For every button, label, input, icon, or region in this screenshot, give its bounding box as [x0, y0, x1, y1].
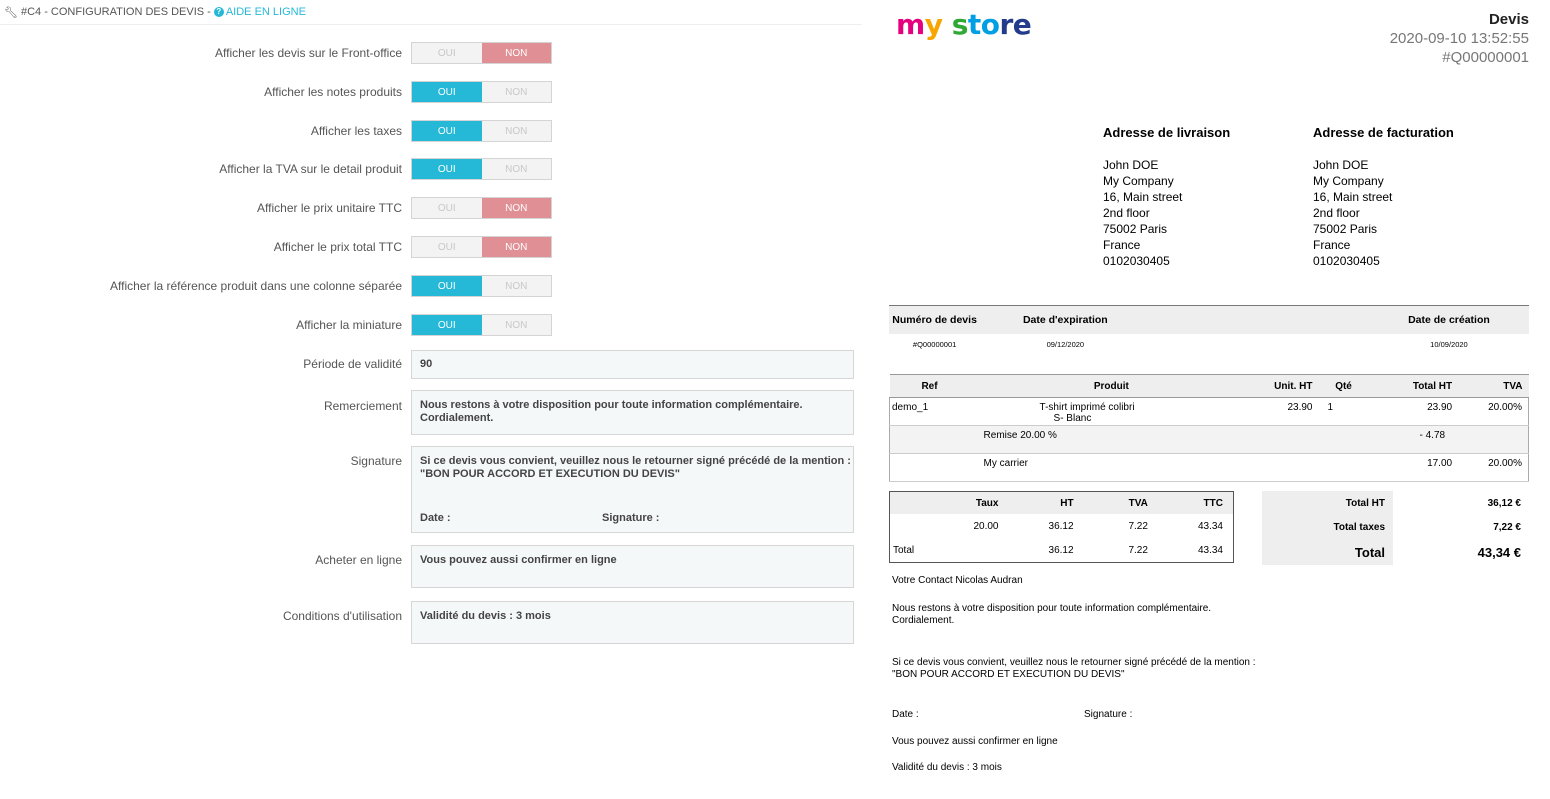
field-label: Période de validité [303, 357, 402, 371]
table-row [890, 514, 1234, 538]
total-ht-value: 36,12 € [1393, 491, 1529, 515]
address-line: John DOE [1103, 158, 1159, 172]
field-label: Afficher la miniature [296, 318, 402, 332]
row-online [0, 545, 862, 588]
field-label: Afficher la référence produit dans une colonne séparée [110, 279, 402, 293]
thanks-textarea[interactable] [411, 390, 854, 435]
switch-no[interactable]: NON [482, 43, 552, 63]
field-label: Afficher les devis sur le Front-office [215, 46, 402, 60]
item-tva: 20.00% [1453, 398, 1528, 426]
address-line: 2nd floor [1103, 206, 1150, 220]
product-notes-switch[interactable] [411, 81, 552, 103]
wrench-icon: 🔧︎ [4, 6, 18, 19]
info-header: Date de création [1369, 306, 1529, 335]
thumbnail-switch[interactable] [411, 314, 552, 336]
row-front-office [0, 42, 862, 64]
quote-heading [1390, 10, 1529, 67]
switch-yes[interactable]: OUI [412, 159, 482, 179]
tax-header: TVA [1084, 492, 1158, 515]
signature-fields [420, 512, 845, 525]
tax-header: TTC [1158, 492, 1234, 515]
online-textarea[interactable]: Vous pouvez aussi confirmer en ligne [411, 545, 854, 588]
field-label: Afficher la TVA sur le detail produit [219, 162, 402, 176]
total-value: 43,34 € [1393, 539, 1529, 565]
row-signature [0, 446, 862, 533]
tax-ttc: 43.34 [1197, 520, 1223, 532]
billing-heading: Adresse de facturation [1313, 125, 1454, 140]
address-line: France [1103, 238, 1141, 252]
field-label: Conditions d'utilisation [282, 609, 402, 623]
table-row [890, 538, 1234, 563]
field-label: Afficher le prix total TTC [273, 240, 402, 254]
info-header: Numéro de devis [889, 306, 980, 335]
item-product [970, 398, 1254, 426]
product-name: T-shirt imprimé colibri [1039, 402, 1135, 413]
address-line: 75002 Paris [1103, 222, 1168, 236]
table-row [890, 426, 1529, 454]
row-thumbnail [0, 314, 862, 336]
contact-text: Votre Contact Nicolas Audran [892, 575, 1023, 586]
switch-yes[interactable]: OUI [437, 241, 456, 253]
thanks-line: Cordialement. [892, 615, 955, 626]
row-tva-detail [0, 158, 862, 180]
quote-info-table [889, 305, 1529, 354]
info-value: 10/09/2020 [1430, 339, 1468, 349]
signature-sign-label: Signature : [602, 512, 660, 524]
field-label: Signature [350, 454, 402, 468]
field-label: Remerciement [323, 399, 402, 413]
address-line: 0102030405 [1103, 254, 1170, 268]
total-taxes-value: 7,22 € [1393, 515, 1529, 539]
row-total-price-ttc [0, 236, 862, 258]
carrier-label: My carrier [970, 454, 1254, 482]
online-help-label: AIDE EN LIGNE [225, 6, 306, 18]
switch-yes[interactable]: OUI [412, 121, 482, 141]
col-header: TVA [1453, 375, 1528, 398]
switch-no[interactable]: NON [505, 280, 528, 292]
table-row [890, 398, 1529, 426]
shipping-heading: Adresse de livraison [1103, 125, 1231, 140]
header-divider [0, 24, 862, 25]
switch-no[interactable]: NON [505, 163, 528, 175]
thanks-line: Nous restons à votre disposition pour toute information complémentaire. [892, 603, 1212, 614]
taxes-switch[interactable] [411, 120, 552, 142]
row-reference-column [0, 275, 862, 297]
switch-no[interactable]: NON [505, 319, 528, 331]
carrier-total: 17.00 [1374, 454, 1454, 482]
discount-label: Remise 20.00 % [970, 426, 1254, 454]
switch-no[interactable]: NON [505, 125, 528, 137]
switch-yes[interactable]: OUI [412, 276, 482, 296]
signature-line: Si ce devis vous convient, veuillez nous le retourner signé précédé de la mention : [420, 455, 851, 467]
online-help-link[interactable] [214, 6, 306, 18]
table-row [890, 454, 1529, 482]
tax-table [889, 491, 1234, 563]
shipping-address [1103, 125, 1230, 269]
address-line: My Company [1103, 174, 1174, 188]
address-line: 75002 Paris [1313, 222, 1378, 236]
address-line: My Company [1313, 174, 1384, 188]
col-header: Produit [970, 375, 1254, 398]
front-office-switch[interactable] [411, 42, 552, 64]
switch-no[interactable]: NON [505, 86, 528, 98]
row-taxes [0, 120, 862, 142]
discount-total: - 4.78 [1374, 426, 1454, 454]
col-header: Total HT [1374, 375, 1454, 398]
thanks-text [892, 603, 1211, 627]
row-product-notes [0, 81, 862, 103]
signature-line: "BON POUR ACCORD ET EXECUTION DU DEVIS" [892, 669, 1125, 680]
carrier-tva: 20.00% [1453, 454, 1528, 482]
signature-line: Si ce devis vous convient, veuillez nous le retourner signé précédé de la mention : [892, 657, 1256, 668]
address-line: 16, Main street [1103, 190, 1183, 204]
tax-header: Taux [890, 492, 1009, 515]
item-unit: 23.90 [1253, 398, 1313, 426]
panel-header [4, 4, 862, 20]
tax-total-tva: 7.22 [1128, 544, 1148, 556]
reference-column-switch[interactable] [411, 275, 552, 297]
item-total: 23.90 [1374, 398, 1454, 426]
tax-total-ht: 36.12 [1048, 544, 1074, 556]
tax-rate: 20.00 [973, 520, 999, 532]
terms-textarea[interactable]: Validité du devis : 3 mois [411, 601, 854, 644]
col-header: Qté [1314, 375, 1374, 398]
row-terms [0, 601, 862, 644]
item-ref: demo_1 [890, 398, 970, 426]
signature-textarea[interactable] [411, 446, 854, 533]
address-line: John DOE [1313, 158, 1369, 172]
totals-table [1262, 491, 1529, 565]
thanks-line: Nous restons à votre disposition pour toute information complémentaire. [420, 399, 803, 411]
panel-title: #C4 - CONFIGURATION DES DEVIS - [20, 6, 211, 18]
date-label: Date : [892, 709, 919, 720]
quote-pdf-preview [862, 0, 1550, 799]
product-variant: S- Blanc [1053, 413, 1092, 424]
info-header: Date d'expiration [980, 306, 1150, 335]
unit-price-ttc-switch[interactable] [411, 197, 552, 219]
validity-text: Validité du devis : 3 mois [892, 762, 1002, 773]
tax-ht: 36.12 [1048, 520, 1074, 532]
quote-title: Devis [1488, 11, 1529, 28]
tva-detail-switch[interactable] [411, 158, 552, 180]
col-header: Unit. HT [1253, 375, 1313, 398]
row-thanks [0, 390, 862, 435]
tax-header: HT [1008, 492, 1083, 515]
signature-line: "BON POUR ACCORD ET EXECUTION DU DEVIS" [420, 468, 680, 480]
field-label: Afficher les taxes [310, 124, 402, 138]
total-taxes-label: Total taxes [1262, 515, 1393, 539]
thanks-line: Cordialement. [420, 412, 494, 424]
billing-address [1313, 125, 1454, 269]
row-unit-price-ttc [0, 197, 862, 219]
total-price-ttc-switch[interactable] [411, 236, 552, 258]
info-value: #Q00000001 [912, 339, 957, 349]
signature-date-label: Date : [420, 512, 451, 524]
tax-tva: 7.22 [1128, 520, 1148, 532]
store-logo: my store [896, 8, 1032, 41]
items-table [889, 374, 1529, 482]
item-qty: 1 [1314, 398, 1374, 426]
field-label: Acheter en ligne [315, 553, 402, 567]
signature-text [892, 657, 1256, 681]
total-ht-label: Total HT [1262, 491, 1393, 515]
field-label: Afficher le prix unitaire TTC [257, 201, 402, 215]
switch-no[interactable]: NON [482, 198, 552, 218]
field-label: Afficher les notes produits [264, 85, 402, 99]
row-validity [0, 350, 862, 379]
quote-datetime: 2020-09-10 13:52:55 [1389, 30, 1529, 47]
total-label: Total [1262, 539, 1393, 565]
switch-no[interactable]: NON [482, 237, 552, 257]
switch-yes[interactable]: OUI [437, 47, 456, 59]
address-line: 2nd floor [1313, 206, 1360, 220]
tax-total-ttc: 43.34 [1197, 544, 1223, 556]
quote-number: #Q00000001 [1442, 49, 1529, 66]
switch-yes[interactable]: OUI [412, 315, 482, 335]
signature-label: Signature : [1084, 709, 1133, 720]
online-text: Vous pouvez aussi confirmer en ligne [892, 736, 1058, 747]
info-value: 09/12/2020 [1046, 339, 1085, 349]
switch-yes[interactable]: OUI [437, 202, 456, 214]
address-line: France [1313, 238, 1351, 252]
validity-input[interactable]: 90 [411, 350, 854, 379]
switch-yes[interactable]: OUI [412, 82, 482, 102]
address-line: 16, Main street [1313, 190, 1393, 204]
col-header: Ref [890, 375, 970, 398]
address-line: 0102030405 [1313, 254, 1380, 268]
help-icon: ? [214, 7, 224, 17]
tax-total-label: Total [893, 544, 915, 556]
